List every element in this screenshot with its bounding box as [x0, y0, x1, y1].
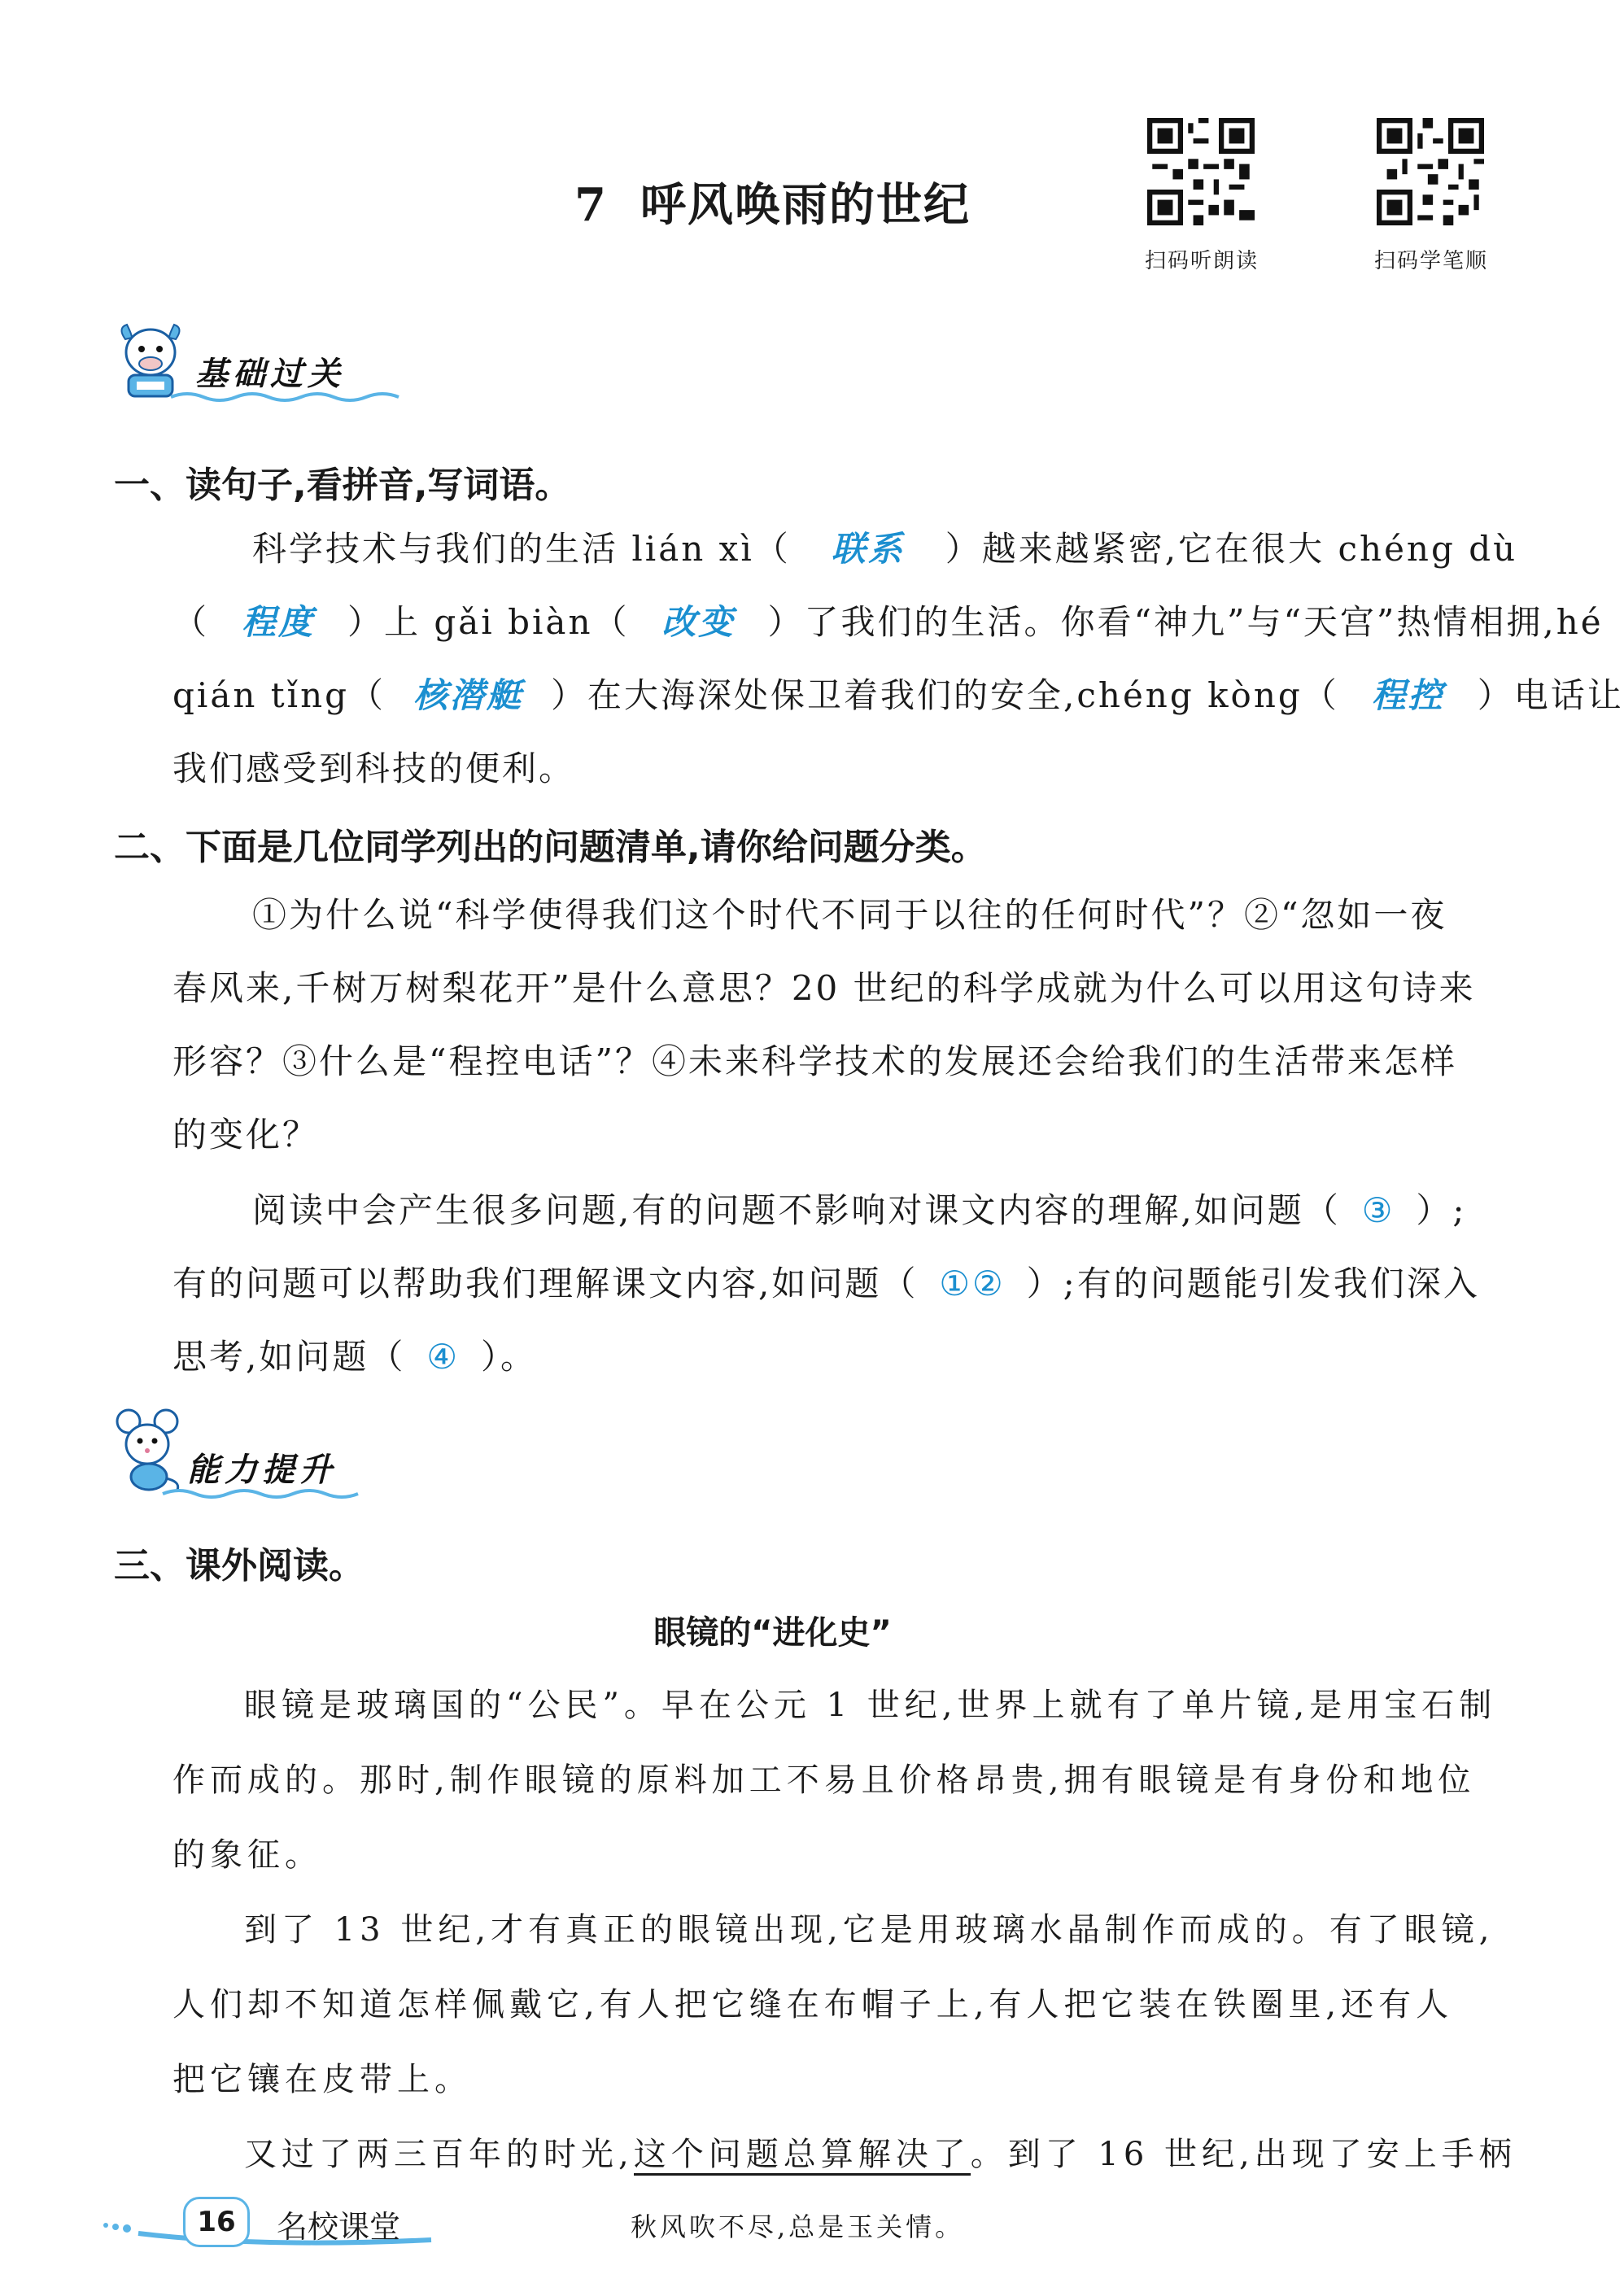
page-number-badge	[183, 2197, 250, 2247]
qr-caption-listen: 扫码听朗读	[1144, 249, 1259, 273]
answer-chengkong: 程控	[1371, 675, 1445, 715]
qr-caption-strokes: 扫码学笔顺	[1373, 249, 1488, 273]
cow-mascot-icon	[114, 313, 187, 403]
answer-q2-1: ③	[1361, 1190, 1395, 1230]
q2-para1-line4: 的变化？	[172, 1115, 320, 1155]
decorative-wave-divider	[163, 1487, 358, 1500]
q1-line-4: 我们感受到科技的便利。	[172, 749, 576, 788]
answer-chengdu: 程度	[242, 602, 316, 642]
answer-q2-3: ④	[426, 1337, 461, 1377]
q2-para2-line1: 阅读中会产生很多问题,有的问题不影响对课文内容的理解,如问题（ ③ ）;	[252, 1190, 1467, 1230]
q1-line-1: 科学技术与我们的生活 lián xì（ 联系 ）越来越紧密,它在很大 chéng dù	[252, 529, 1518, 569]
article-line-1: 眼镜是玻璃国的“公民”。早在公元 1 世纪,世界上就有了单片镜,是用宝石制	[244, 1687, 1497, 1724]
q2-para2-line3: 思考,如问题（ ④ ）。	[172, 1337, 538, 1377]
article-line-4: 到了 13 世纪,才有真正的眼镜出现,它是用玻璃水晶制作而成的。有了眼镜,	[244, 1911, 1495, 1949]
qr-code-listen[interactable]	[1147, 118, 1255, 229]
page-title	[0, 169, 1545, 234]
article-line-7: 又过了两三百年的时光,这个问题总算解决了。到了 16 世纪,出现了安上手柄	[244, 2117, 1517, 2192]
q1-line-3: qián tǐng（ 核潜艇 ）在大海深处保卫着我们的安全,chéng kòng（ 程控 ）电话让	[172, 675, 1624, 715]
article-title: 眼镜的“进化史”	[653, 1614, 892, 1652]
q2-para1-line2: 春风来,千树万树梨花开”是什么意思？20 世纪的科学成就为什么可以用这句诗来	[172, 968, 1476, 1008]
underlined-sentence: 这个问题总算解决了	[634, 2136, 971, 2176]
answer-gaibian: 改变	[661, 602, 736, 642]
answer-q2-2: ①②	[939, 1264, 1006, 1303]
decorative-wave-divider	[171, 391, 399, 404]
section-header-advanced: 能力提升	[187, 1451, 337, 1489]
article-line-6: 把它镶在皮带上。	[172, 2061, 472, 2098]
article-line-3: 的象征。	[172, 1836, 322, 1874]
answer-lianxi: 联系	[831, 529, 905, 569]
article-line-5: 人们却不知道怎样佩戴它,有人把它缝在布帽子上,有人把它装在铁圈里,还有人	[172, 1986, 1454, 2023]
q1-line-2: （ 程度 ）上 gǎi biàn（ 改变 ）了我们的生活。你看“神九”与“天宫”热情相拥,hé	[172, 602, 1604, 642]
qr-code-strokes[interactable]	[1377, 118, 1484, 229]
lesson-number: 7	[574, 178, 608, 232]
article-line-2: 作而成的。那时,制作眼镜的原料加工不易且价格昂贵,拥有眼镜是有身份和地位	[172, 1761, 1476, 1799]
answer-heqianting: 核潜艇	[413, 675, 524, 715]
qr-code-icon	[1147, 118, 1255, 225]
q2-para1-line1: ①为什么说“科学使得我们这个时代不同于以往的任何时代”？②“忽如一夜	[252, 895, 1447, 935]
question-1-title: 一、读句子,看拼音,写词语。	[114, 465, 571, 506]
question-3-title: 三、课外阅读。	[114, 1545, 365, 1587]
section-header-basic: 基础过关	[195, 356, 345, 393]
footer-quote: 秋风吹不尽,总是玉关情。	[631, 2211, 965, 2242]
page-number: 16	[197, 2206, 236, 2238]
question-2-title: 二、下面是几位同学列出的问题清单,请你给问题分类。	[114, 827, 987, 868]
qr-code-icon	[1377, 118, 1484, 225]
mouse-mascot-icon	[112, 1403, 186, 1493]
q2-para2-line2: 有的问题可以帮助我们理解课文内容,如问题（ ①② ）;有的问题能引发我们深入	[172, 1264, 1480, 1303]
lesson-title: 呼风唤雨的世纪	[640, 178, 971, 232]
footer-brand: 名校课堂	[277, 2209, 401, 2245]
q2-para1-line3: 形容？③什么是“程控电话”？④未来科学技术的发展还会给我们的生活带来怎样	[172, 1041, 1457, 1081]
